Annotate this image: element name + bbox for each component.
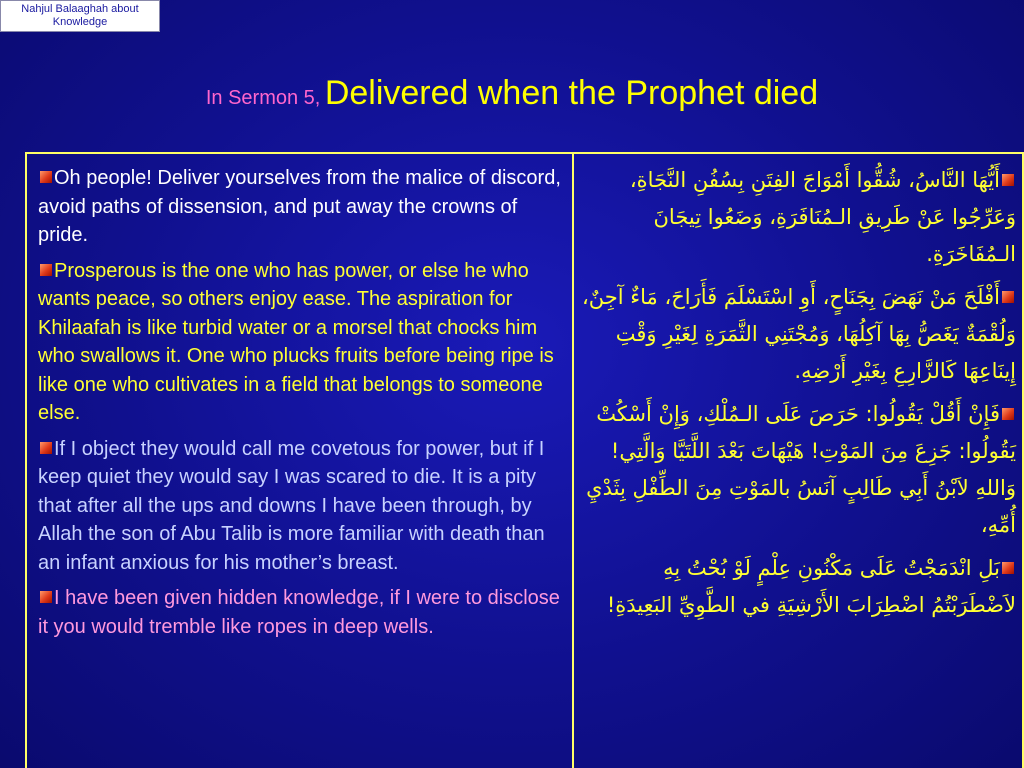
bullet-icon: [1002, 174, 1014, 186]
title-prefix: In Sermon 5,: [205, 87, 321, 109]
arabic-paragraph: [582, 396, 1016, 544]
arabic-text: أَيُّهَا النَّاسُ، شُقُّوا أَمْوَاجَ الفِتَنِ بِسُفُنِ النَّجَاةِ، وَعَرِّجُوا عَنْ طَرِيقِ الـمُنَافَرَةِ، وَضَعُوا تِيجَانَ الـمُفَاخَرَةِ.: [629, 168, 1016, 266]
title-main: Delivered when the Prophet died: [324, 74, 819, 112]
english-column: [38, 164, 568, 648]
slide-title: [0, 74, 1024, 113]
english-text: If I object they would call me covetous for power, but if I keep quiet they would say I was scared to die. It is a pity that after all the ups and downs I have been through, by Allah the son of Abu Talib is more familiar with death than an infant anxious for his mother’s breast.: [38, 437, 545, 574]
arabic-text: أَفْلَحَ مَنْ نَهَضَ بِجَنَاحٍ، أَوِ اسْتَسْلَمَ فَأَرَاحَ، مَاءٌ آجِنٌ، وَلُقْمَةٌ يَغَصُّ بِهَا آكِلُهَا، وَمُجْتَنِي الثَّمَرَةِ لِغَيْرِ وَقْتِ إِينَاعِهَا كَالزَّارِعِ بِغَيْرِ أَرْضِهِ.: [582, 285, 1016, 383]
arabic-text: فَإِنْ أَقُلْ يَقُولُوا: حَرَصَ عَلَى الـمُلْكِ، وَإِنْ أَسْكُتْ يَقُولُوا: جَزِعَ مِنَ المَوْتِ! هَيْهَاتَ بَعْدَ اللَّتَيَّا وَالَّتِي! وَاللهِ لاَبْنُ أَبِي طَالِبٍ آنَسُ بالمَوْتِ مِنَ الطِّفْلِ بِثَدْيِ أُمِّهِ،: [586, 402, 1016, 537]
bullet-icon: [1002, 408, 1014, 420]
bullet-icon: [1002, 562, 1014, 574]
arabic-column: [582, 162, 1016, 630]
english-text: Oh people! Deliver yourselves from the malice of discord, avoid paths of dissension, and put away the crowns of pride.: [38, 167, 561, 246]
english-paragraph: [38, 164, 568, 250]
arabic-paragraph: [582, 279, 1016, 390]
english-text: Prosperous is the one who has power, or else he who wants peace, so others enjoy ease. The aspiration for Khilaafah is like turbid water or a morsel that chocks him who swallows it. One who plucks fruits before being ripe is like one who cultivates in a field that belongs to someone else.: [38, 259, 554, 424]
bullet-icon: [40, 442, 52, 454]
bullet-icon: [1002, 291, 1014, 303]
english-paragraph: [38, 584, 568, 641]
corner-label: Nahjul Balaaghah about Knowledge: [0, 0, 160, 32]
column-divider: [572, 154, 574, 768]
arabic-paragraph: [582, 550, 1016, 624]
arabic-text: بَلِ انْدَمَجْتُ عَلَى مَكْنُونِ عِلْمٍ لَوْ بُحْتُ بِهِ لاَضْطَرَبْتُمُ اضْطِرَابَ الأَرْشِيَةِ في الطَّوِيِّ البَعِيدَةِ!: [606, 556, 1016, 617]
content-table: [25, 152, 1024, 768]
bullet-icon: [40, 171, 52, 183]
english-paragraph: [38, 257, 568, 428]
arabic-paragraph: [582, 162, 1016, 273]
english-paragraph: [38, 435, 568, 578]
english-text: I have been given hidden knowledge, if I were to disclose it you would tremble like ropes in deep wells.: [38, 587, 560, 638]
bullet-icon: [40, 264, 52, 276]
bullet-icon: [40, 591, 52, 603]
